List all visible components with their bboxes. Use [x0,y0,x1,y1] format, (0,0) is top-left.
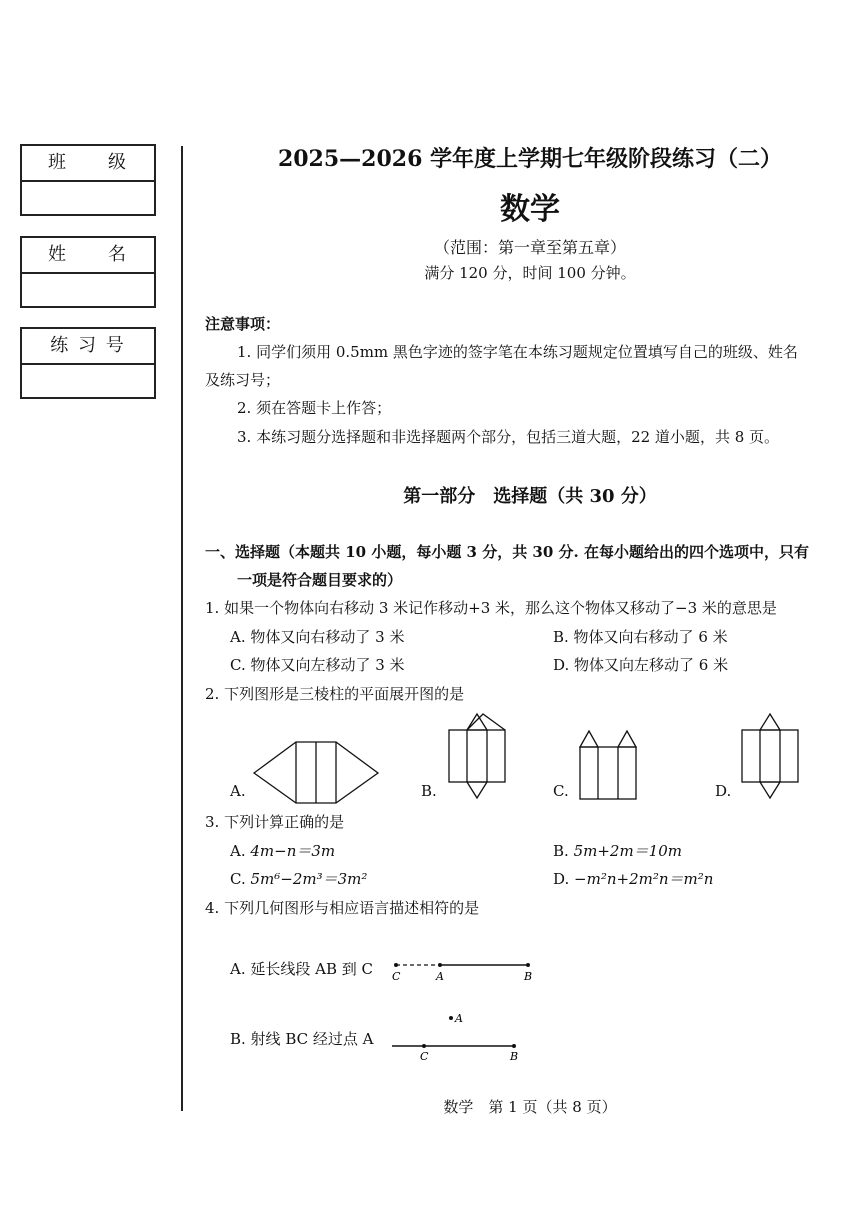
q3-stem: 3. 下列计算正确的是 [205,813,345,831]
q2-option-a[interactable]: A. [230,782,246,800]
q3-option-a-expr: 4m−n＝3m [250,842,336,860]
q4b-point-c-label: C [420,1050,429,1063]
q3-option-c[interactable] [230,868,367,889]
q3-option-b-expr: 5m+2m＝10m [573,842,682,860]
class-field[interactable] [22,182,154,214]
q4-stem: 4. 下列几何图形与相应语言描述相符的是 [205,899,480,917]
notes-item-2: 2. 须在答题卡上作答； [237,399,392,417]
q3-option-d[interactable] [553,868,713,889]
q1-option-d[interactable]: D. 物体又向左移动了 6 米 [553,656,729,674]
notes-item-3: 3. 本练习题分选择题和非选择题两个部分，包括三道大题，22 道小题，共 8 页。 [237,428,780,446]
notes-heading: 注意事项： [205,315,281,333]
q3-option-a-label: A. [230,842,246,860]
q2-stem: 2. 下列图形是三棱柱的平面展开图的是 [205,685,465,703]
q2-option-c[interactable]: C. [553,782,569,800]
q3-option-d-expr: −m²n+2m²n＝m²n [574,870,714,888]
q3-option-d-label: D. [553,870,570,888]
full-marks: 满分 120 分，时间 100 分钟。 [424,264,636,282]
q2-figure-c [576,725,640,803]
q4b-point-b-label: B [510,1050,519,1063]
q1-option-c[interactable]: C. 物体又向左移动了 3 米 [230,656,405,674]
notes-item-1: 1. 同学们须用 0.5mm 黑色字迹的签字笔在本练习题规定位置填写自己的班级、姓名 [237,343,798,361]
q2-figure-d [738,710,802,802]
q3-option-b-label: B. [553,842,569,860]
q4b-point-a-label: A [455,1012,463,1025]
q4a-point-a-label: A [436,970,444,983]
q3-option-c-expr: 5m⁶−2m³＝3m² [250,870,368,888]
section1-heading: 一、选择题（本题共 10 小题，每小题 3 分，共 30 分. 在每小题给出的四个选项中，只有 [205,543,809,561]
exam-title: 2025—2026 学年度上学期七年级阶段练习（二） [277,146,783,172]
q2-option-d[interactable]: D. [715,782,732,800]
q4-figure-b [390,1008,530,1064]
q1-option-b[interactable]: B. 物体又向右移动了 6 米 [553,628,728,646]
name-field[interactable] [22,274,154,306]
exercise-no-label: 练 习 号 [22,329,154,365]
q3-option-a[interactable] [230,840,335,861]
binding-line [181,146,183,1111]
exam-scope: （范围：第一章至第五章） [433,238,626,257]
q4a-point-c-label: C [392,970,401,983]
part1-title: 第一部分 选择题（共 30 分） [403,486,657,507]
class-box [20,144,156,216]
name-label: 姓 名 [22,238,154,274]
q4-figure-a [390,955,540,985]
q2-figure-b [445,710,509,802]
q1-stem: 1. 如果一个物体向右移动 3 米记作移动+3 米，那么这个物体又移动了−3 米的意思是 [205,599,777,617]
q3-option-b[interactable] [553,840,682,861]
page-footer: 数学 第 1 页（共 8 页） [443,1098,617,1116]
notes-item-1-cont: 及练习号； [205,371,281,389]
exercise-no-field[interactable] [22,365,154,397]
q4-option-b[interactable]: B. 射线 BC 经过点 A [230,1030,374,1048]
q1-option-a[interactable]: A. 物体又向右移动了 3 米 [230,628,405,646]
q4a-point-b-label: B [524,970,533,983]
q2-figure-a [250,740,380,804]
q2-option-b[interactable]: B. [421,782,437,800]
subject-title: 数学 [500,192,560,227]
section1-heading-cont: 一项是符合题目要求的） [237,571,403,589]
name-box [20,236,156,308]
class-label: 班 级 [22,146,154,182]
exercise-no-box [20,327,156,399]
q3-option-c-label: C. [230,870,246,888]
q4-option-a[interactable]: A. 延长线段 AB 到 C [230,960,374,978]
